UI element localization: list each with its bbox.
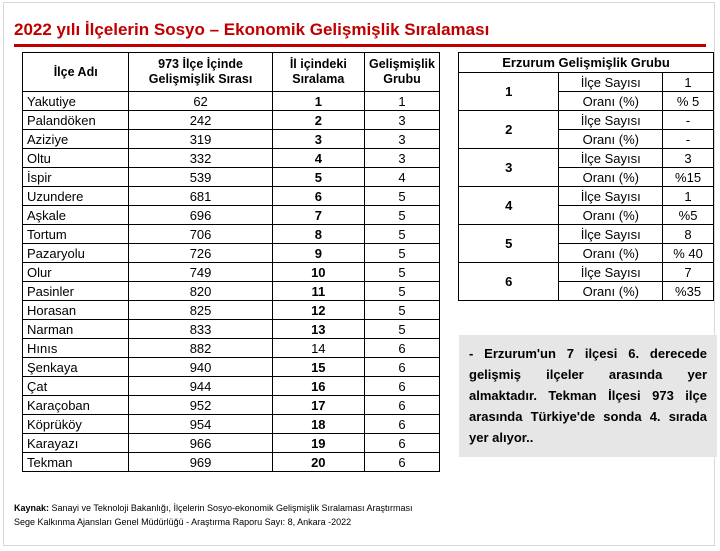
value-ilce-sayisi: - <box>663 111 714 130</box>
label-ilce-sayisi: İlçe Sayısı <box>559 225 663 244</box>
cell-ilce-adi: Oltu <box>23 149 129 168</box>
cell-il-sira: 9 <box>272 244 364 263</box>
label-ilce-sayisi: İlçe Sayısı <box>559 111 663 130</box>
cell-ilce-adi: Karaçoban <box>23 396 129 415</box>
cell-il-sira: 1 <box>272 92 364 111</box>
group-row <box>459 111 714 130</box>
cell-973-sira: 749 <box>129 263 272 282</box>
cell-ilce-adi: Uzundere <box>23 187 129 206</box>
cell-il-sira: 7 <box>272 206 364 225</box>
cell-ilce-adi: Aziziye <box>23 130 129 149</box>
table-row <box>23 301 440 320</box>
group-table-title: Erzurum Gelişmişlik Grubu <box>459 53 714 73</box>
cell-grup: 3 <box>364 149 439 168</box>
cell-grup: 5 <box>364 301 439 320</box>
cell-973-sira: 954 <box>129 415 272 434</box>
table-header-row <box>23 53 440 92</box>
cell-973-sira: 952 <box>129 396 272 415</box>
table-row <box>23 434 440 453</box>
label-ilce-sayisi: İlçe Sayısı <box>559 187 663 206</box>
title-underline <box>14 44 706 47</box>
cell-grup: 6 <box>364 339 439 358</box>
cell-grup: 4 <box>364 168 439 187</box>
cell-973-sira: 969 <box>129 453 272 472</box>
cell-ilce-adi: Narman <box>23 320 129 339</box>
cell-grup: 6 <box>364 415 439 434</box>
cell-grup: 5 <box>364 206 439 225</box>
group-number: 4 <box>459 187 559 225</box>
label-orani: Oranı (%) <box>559 282 663 301</box>
table-row <box>23 415 440 434</box>
cell-grup: 6 <box>364 358 439 377</box>
cell-973-sira: 696 <box>129 206 272 225</box>
label-ilce-sayisi: İlçe Sayısı <box>559 73 663 92</box>
cell-ilce-adi: Horasan <box>23 301 129 320</box>
cell-973-sira: 944 <box>129 377 272 396</box>
cell-il-sira: 17 <box>272 396 364 415</box>
cell-il-sira: 11 <box>272 282 364 301</box>
cell-grup: 5 <box>364 320 439 339</box>
source-citation <box>14 501 413 529</box>
value-orani: %15 <box>663 168 714 187</box>
cell-973-sira: 825 <box>129 301 272 320</box>
group-header-row <box>459 53 714 73</box>
cell-il-sira: 15 <box>272 358 364 377</box>
group-row <box>459 73 714 92</box>
table-row <box>23 320 440 339</box>
value-ilce-sayisi: 1 <box>663 73 714 92</box>
value-ilce-sayisi: 8 <box>663 225 714 244</box>
cell-grup: 1 <box>364 92 439 111</box>
cell-973-sira: 319 <box>129 130 272 149</box>
value-orani: - <box>663 130 714 149</box>
header-il-sira: İl içindeki Sıralama <box>272 53 364 92</box>
cell-ilce-adi: Palandöken <box>23 111 129 130</box>
cell-il-sira: 18 <box>272 415 364 434</box>
table-row <box>23 263 440 282</box>
cell-ilce-adi: Köprüköy <box>23 415 129 434</box>
group-row <box>459 263 714 282</box>
table-body <box>23 92 440 472</box>
cell-ilce-adi: Olur <box>23 263 129 282</box>
cell-il-sira: 20 <box>272 453 364 472</box>
cell-grup: 5 <box>364 282 439 301</box>
table-row <box>23 225 440 244</box>
summary-note: - Erzurum'un 7 ilçesi 6. derecede gelişmiş ilçeler arasında yer almaktadır. Tekman İlçesi 973 ilçe arasında Türkiye'de sonda 4. sırada yer alıyor.. <box>459 335 717 457</box>
cell-973-sira: 62 <box>129 92 272 111</box>
cell-il-sira: 2 <box>272 111 364 130</box>
cell-il-sira: 4 <box>272 149 364 168</box>
cell-grup: 5 <box>364 225 439 244</box>
cell-973-sira: 706 <box>129 225 272 244</box>
cell-il-sira: 14 <box>272 339 364 358</box>
cell-grup: 6 <box>364 377 439 396</box>
cell-grup: 5 <box>364 263 439 282</box>
cell-grup: 5 <box>364 244 439 263</box>
source-line-2: Sege Kalkınma Ajansları Genel Müdürlüğü - Araştırma Raporu Sayı: 8, Ankara -2022 <box>14 517 352 527</box>
cell-il-sira: 12 <box>272 301 364 320</box>
table-row <box>23 377 440 396</box>
table-row <box>23 206 440 225</box>
cell-grup: 6 <box>364 434 439 453</box>
cell-il-sira: 8 <box>272 225 364 244</box>
cell-ilce-adi: İspir <box>23 168 129 187</box>
value-ilce-sayisi: 3 <box>663 149 714 168</box>
group-number: 1 <box>459 73 559 111</box>
table-row <box>23 358 440 377</box>
cell-ilce-adi: Tortum <box>23 225 129 244</box>
cell-ilce-adi: Tekman <box>23 453 129 472</box>
table-row <box>23 396 440 415</box>
cell-il-sira: 13 <box>272 320 364 339</box>
cell-il-sira: 19 <box>272 434 364 453</box>
label-orani: Oranı (%) <box>559 168 663 187</box>
source-line-1: Sanayi ve Teknoloji Bakanlığı, İlçelerin Sosyo-ekonomik Gelişmişlik Sıralaması Araştırması <box>51 503 413 513</box>
cell-973-sira: 539 <box>129 168 272 187</box>
cell-grup: 3 <box>364 130 439 149</box>
cell-973-sira: 833 <box>129 320 272 339</box>
value-orani: %5 <box>663 206 714 225</box>
table-row <box>23 92 440 111</box>
cell-ilce-adi: Yakutiye <box>23 92 129 111</box>
group-number: 2 <box>459 111 559 149</box>
value-orani: % 40 <box>663 244 714 263</box>
cell-grup: 6 <box>364 453 439 472</box>
district-ranking-table <box>22 52 440 472</box>
table-row <box>23 149 440 168</box>
table-row <box>23 282 440 301</box>
header-973-sira: 973 İlçe İçinde Gelişmişlik Sırası <box>129 53 272 92</box>
cell-grup: 6 <box>364 396 439 415</box>
label-orani: Oranı (%) <box>559 92 663 111</box>
table-row <box>23 244 440 263</box>
cell-973-sira: 820 <box>129 282 272 301</box>
group-row <box>459 225 714 244</box>
table-row <box>23 168 440 187</box>
value-orani: %35 <box>663 282 714 301</box>
value-ilce-sayisi: 7 <box>663 263 714 282</box>
header-ilce-adi: İlçe Adı <box>23 53 129 92</box>
cell-ilce-adi: Pazaryolu <box>23 244 129 263</box>
table-row <box>23 453 440 472</box>
source-label: Kaynak: <box>14 503 50 513</box>
cell-grup: 5 <box>364 187 439 206</box>
label-orani: Oranı (%) <box>559 206 663 225</box>
group-number: 3 <box>459 149 559 187</box>
cell-ilce-adi: Pasinler <box>23 282 129 301</box>
cell-973-sira: 242 <box>129 111 272 130</box>
label-orani: Oranı (%) <box>559 130 663 149</box>
cell-grup: 3 <box>364 111 439 130</box>
cell-ilce-adi: Hınıs <box>23 339 129 358</box>
group-number: 6 <box>459 263 559 301</box>
cell-il-sira: 10 <box>272 263 364 282</box>
cell-ilce-adi: Aşkale <box>23 206 129 225</box>
table-row <box>23 111 440 130</box>
cell-973-sira: 332 <box>129 149 272 168</box>
table-row <box>23 339 440 358</box>
cell-973-sira: 882 <box>129 339 272 358</box>
label-ilce-sayisi: İlçe Sayısı <box>559 263 663 282</box>
cell-ilce-adi: Karayazı <box>23 434 129 453</box>
value-orani: % 5 <box>663 92 714 111</box>
cell-973-sira: 966 <box>129 434 272 453</box>
development-group-table <box>458 52 714 301</box>
group-number: 5 <box>459 225 559 263</box>
value-ilce-sayisi: 1 <box>663 187 714 206</box>
table-row <box>23 130 440 149</box>
page-title: 2022 yılı İlçelerin Sosyo – Ekonomik Gelişmişlik Sıralaması <box>14 20 490 39</box>
cell-il-sira: 16 <box>272 377 364 396</box>
table-row <box>23 187 440 206</box>
header-grup: Gelişmişlik Grubu <box>364 53 439 92</box>
cell-ilce-adi: Şenkaya <box>23 358 129 377</box>
cell-il-sira: 5 <box>272 168 364 187</box>
group-row <box>459 149 714 168</box>
cell-il-sira: 6 <box>272 187 364 206</box>
cell-973-sira: 940 <box>129 358 272 377</box>
label-ilce-sayisi: İlçe Sayısı <box>559 149 663 168</box>
group-table-body <box>459 73 714 301</box>
group-row <box>459 187 714 206</box>
cell-973-sira: 681 <box>129 187 272 206</box>
label-orani: Oranı (%) <box>559 244 663 263</box>
cell-ilce-adi: Çat <box>23 377 129 396</box>
cell-973-sira: 726 <box>129 244 272 263</box>
cell-il-sira: 3 <box>272 130 364 149</box>
